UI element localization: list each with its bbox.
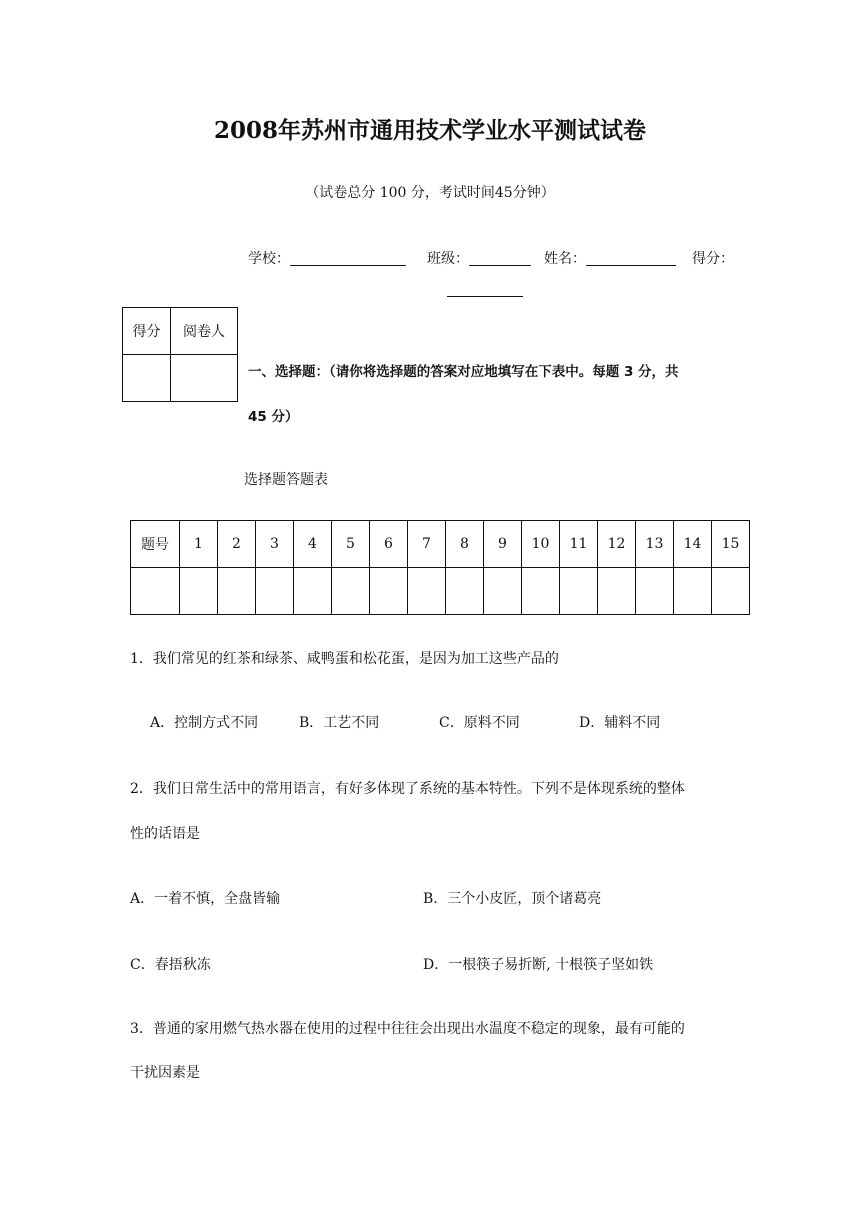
question-1-stem: 1．我们常见的红茶和绿茶、咸鸭蛋和松花蛋，是因为加工这些产品的 xyxy=(130,651,559,667)
answer-cell[interactable] xyxy=(484,568,522,615)
question-2-option-c[interactable]: C．春捂秋冻 xyxy=(130,957,211,973)
answer-cell[interactable] xyxy=(560,568,598,615)
score-label: 得分： xyxy=(692,251,734,267)
class-label: 班级： xyxy=(427,251,469,267)
answer-cell[interactable] xyxy=(598,568,636,615)
grader-score-table xyxy=(122,307,238,402)
question-number: 12 xyxy=(598,521,636,568)
question-number: 13 xyxy=(636,521,674,568)
answer-cell[interactable] xyxy=(522,568,560,615)
school-field xyxy=(248,248,406,268)
score-blank xyxy=(447,296,523,297)
exam-subtitle: （试卷总分 100 分，考试时间45分钟） xyxy=(305,185,555,201)
answer-row-label xyxy=(131,568,180,615)
score-cell[interactable] xyxy=(123,355,171,402)
question-number: 14 xyxy=(674,521,712,568)
answer-cell[interactable] xyxy=(712,568,750,615)
question-number: 3 xyxy=(256,521,294,568)
question-number: 8 xyxy=(446,521,484,568)
question-number: 15 xyxy=(712,521,750,568)
answer-table-caption: 选择题答题表 xyxy=(244,472,328,488)
question-number: 1 xyxy=(180,521,218,568)
answer-cell[interactable] xyxy=(370,568,408,615)
grader-cell[interactable] xyxy=(171,355,238,402)
question-number: 5 xyxy=(332,521,370,568)
answer-cell[interactable] xyxy=(180,568,218,615)
score-cell-header: 得分 xyxy=(123,308,171,355)
question-number: 6 xyxy=(370,521,408,568)
question-2-option-a[interactable]: A．一着不慎，全盘皆输 xyxy=(130,891,281,907)
question-1-option-a[interactable]: A．控制方式不同 xyxy=(150,715,259,731)
answer-table-header: 题号 xyxy=(131,521,180,568)
answer-cell[interactable] xyxy=(332,568,370,615)
question-number: 9 xyxy=(484,521,522,568)
question-3-stem-line2: 干扰因素是 xyxy=(130,1065,200,1081)
answer-cell[interactable] xyxy=(294,568,332,615)
section-heading-line2: 45 分） xyxy=(248,409,299,425)
question-2-option-d[interactable]: D．一根筷子易折断, 十根筷子坚如铁 xyxy=(423,957,654,973)
school-label: 学校： xyxy=(248,251,290,267)
question-1-option-d[interactable]: D．辅料不同 xyxy=(579,715,661,731)
answer-cell[interactable] xyxy=(636,568,674,615)
question-2-stem-line2: 性的话语是 xyxy=(130,826,200,842)
question-number: 7 xyxy=(408,521,446,568)
name-field xyxy=(544,248,676,268)
question-1-option-c[interactable]: C．原料不同 xyxy=(439,715,520,731)
answer-table xyxy=(130,520,750,615)
question-2-stem-line1: 2．我们日常生活中的常用语言，有好多体现了系统的基本特性。下列不是体现系统的整体 xyxy=(130,781,685,797)
name-blank xyxy=(586,251,676,266)
class-blank xyxy=(469,251,531,266)
exam-title: 2008年苏州市通用技术学业水平测试试卷 xyxy=(213,117,646,144)
question-2-option-b[interactable]: B．三个小皮匠，顶个诸葛亮 xyxy=(423,891,602,907)
answer-cell[interactable] xyxy=(674,568,712,615)
answer-cell[interactable] xyxy=(218,568,256,615)
answer-table-header-row xyxy=(131,521,750,568)
school-blank xyxy=(290,251,406,266)
class-field xyxy=(427,248,531,268)
question-number: 2 xyxy=(218,521,256,568)
answer-table-answer-row xyxy=(131,568,750,615)
question-3-stem-line1: 3．普通的家用燃气热水器在使用的过程中往往会出现出水温度不稳定的现象，最有可能的 xyxy=(130,1021,685,1037)
section-heading-line1: 一、选择题：（请你将选择题的答案对应地填写在下表中。每题 3 分，共 xyxy=(248,364,679,380)
answer-cell[interactable] xyxy=(446,568,484,615)
answer-cell[interactable] xyxy=(256,568,294,615)
name-label: 姓名： xyxy=(544,251,586,267)
question-number: 11 xyxy=(560,521,598,568)
grader-cell-header: 阅卷人 xyxy=(171,308,238,355)
question-1-option-b[interactable]: B．工艺不同 xyxy=(299,715,380,731)
question-number: 10 xyxy=(522,521,560,568)
answer-cell[interactable] xyxy=(408,568,446,615)
question-number: 4 xyxy=(294,521,332,568)
